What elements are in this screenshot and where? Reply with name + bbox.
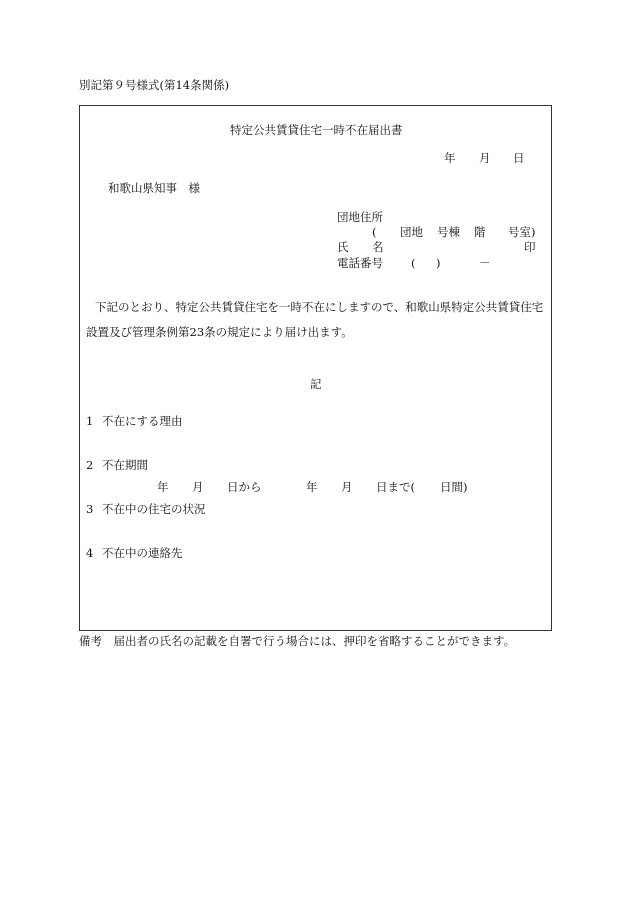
- unit-open-paren: (: [372, 225, 377, 239]
- item-2-number: 2: [86, 458, 94, 472]
- item-3-number: 3: [86, 502, 94, 516]
- name-label-mei: 名: [372, 240, 384, 254]
- phone-label: 電話番号: [337, 256, 383, 270]
- phone-dash: －: [479, 256, 491, 270]
- period-to-month: 月: [341, 480, 353, 494]
- period-to-year: 年: [306, 480, 318, 494]
- form-reference: 別記第９号様式(第14条関係): [79, 78, 230, 92]
- form-title: 特定公共賃貸住宅一時不在届出書: [230, 123, 403, 137]
- date-month: 月: [479, 151, 491, 165]
- unit-gotou: 号棟: [437, 225, 460, 239]
- item-3-label: 不在中の住宅の状況: [102, 502, 206, 516]
- addressee: 和歌山県知事 様: [108, 181, 200, 195]
- seal-mark: 印: [524, 240, 536, 254]
- name-label-shi: 氏: [337, 240, 349, 254]
- body-text-line-2: 設置及び管理条例第23条の規定により届け出ます。: [86, 325, 353, 339]
- unit-goshitsu: 号室): [508, 225, 536, 239]
- period-days: 日間): [440, 480, 468, 494]
- period-to-day: 日まで(: [376, 480, 415, 494]
- period-from-year: 年: [157, 480, 169, 494]
- ki-heading: 記: [310, 377, 322, 391]
- period-from-month: 月: [192, 480, 204, 494]
- phone-open-paren: (: [411, 256, 416, 270]
- body-text-line-1: 下記のとおり、特定公共賃貸住宅を一時不在にしますので、和歌山県特定公共賃貸住宅: [95, 300, 544, 314]
- unit-danchi: 団地: [400, 225, 423, 239]
- date-day: 日: [513, 151, 525, 165]
- address-label: 団地住所: [337, 210, 383, 224]
- footnote: 備考 届出者の氏名の記載を自署で行う場合には、押印を省略することができます。: [79, 634, 516, 648]
- item-2-label: 不在期間: [102, 458, 148, 472]
- period-from-day: 日から: [227, 480, 262, 494]
- date-year: 年: [444, 151, 456, 165]
- phone-close-paren: ): [436, 256, 441, 270]
- item-4-label: 不在中の連絡先: [102, 546, 183, 560]
- unit-kai: 階: [474, 225, 486, 239]
- item-1-number: 1: [86, 414, 94, 428]
- item-4-number: 4: [86, 546, 94, 560]
- item-1-label: 不在にする理由: [102, 414, 183, 428]
